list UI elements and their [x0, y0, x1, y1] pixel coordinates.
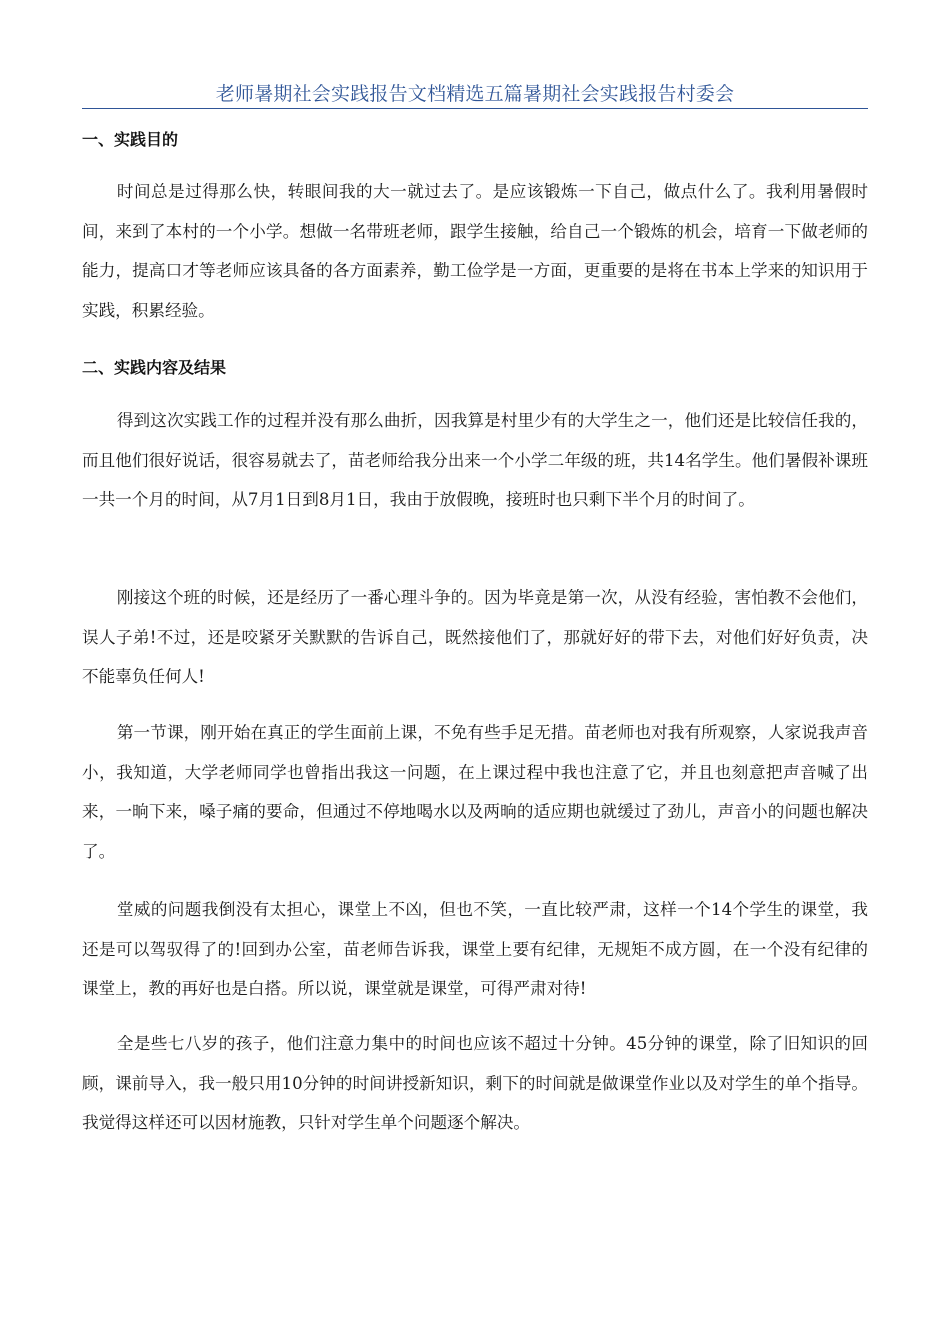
paragraph-content-3: 第一节课，刚开始在真正的学生面前上课，不免有些手足无措。苗老师也对我有所观察，人家说我声音小，我知道，大学老师同学也曾指出我这一问题，在上课过程中我也注意了它，并且也刻意把声音喊了出来，一晌下来，嗓子痛的要命，但通过不停地喝水以及两晌的适应期也就缓过了劲儿，声音小的问题也解决了。 — [82, 723, 868, 861]
header-divider — [82, 108, 868, 109]
section-heading-purpose: 一、实践目的 — [82, 130, 179, 149]
paragraph-content-5: 全是些七八岁的孩子，他们注意力集中的时间也应该不超过十分钟。45分钟的课堂，除了旧知识的回顾，课前导入，我一般只用10分钟的时间讲授新知识，剩下的时间就是做课堂作业以及对学生的单个指导。我觉得这样还可以因材施教，只针对学生单个问题逐个解决。 — [82, 1034, 868, 1133]
page-header-title: 老师暑期社会实践报告文档精选五篇暑期社会实践报告村委会 — [215, 83, 735, 105]
paragraph-content-1: 得到这次实践工作的过程并没有那么曲折，因我算是村里少有的大学生之一，他们还是比较信任我的，而且他们很好说话，很容易就去了，苗老师给我分出来一个小学二年级的班，共14名学生。他们暑假补课班一共一个月的时间，从7月1日到8月1日，我由于放假晚，接班时也只剩下半个月的时间了。 — [82, 411, 868, 510]
section-heading-content-results: 二、实践内容及结果 — [82, 358, 227, 377]
paragraph-content-2: 刚接这个班的时候，还是经历了一番心理斗争的。因为毕竟是第一次，从没有经验，害怕教不会他们，误人子弟!不过，还是咬紧牙关默默的告诉自己，既然接他们了，那就好好的带下去，对他们好好负责，决不能辜负任何人! — [82, 588, 868, 687]
paragraph-content-4: 堂威的问题我倒没有太担心，课堂上不凶，但也不笑，一直比较严肃，这样一个14个学生的课堂，我还是可以驾驭得了的!回到办公室，苗老师告诉我，课堂上要有纪律，无规矩不成方圆，在一个没有纪律的课堂上，教的再好也是白搭。所以说，课堂就是课堂，可得严肃对待! — [82, 900, 868, 999]
paragraph-purpose: 时间总是过得那么快，转眼间我的大一就过去了。是应该锻炼一下自己，做点什么了。我利用暑假时间，来到了本村的一个小学。想做一名带班老师，跟学生接触，给自己一个锻炼的机会，培育一下做老师的能力，提高口才等老师应该具备的各方面素养，勤工俭学是一方面，更重要的是将在书本上学来的知识用于实践，积累经验。 — [82, 182, 868, 320]
